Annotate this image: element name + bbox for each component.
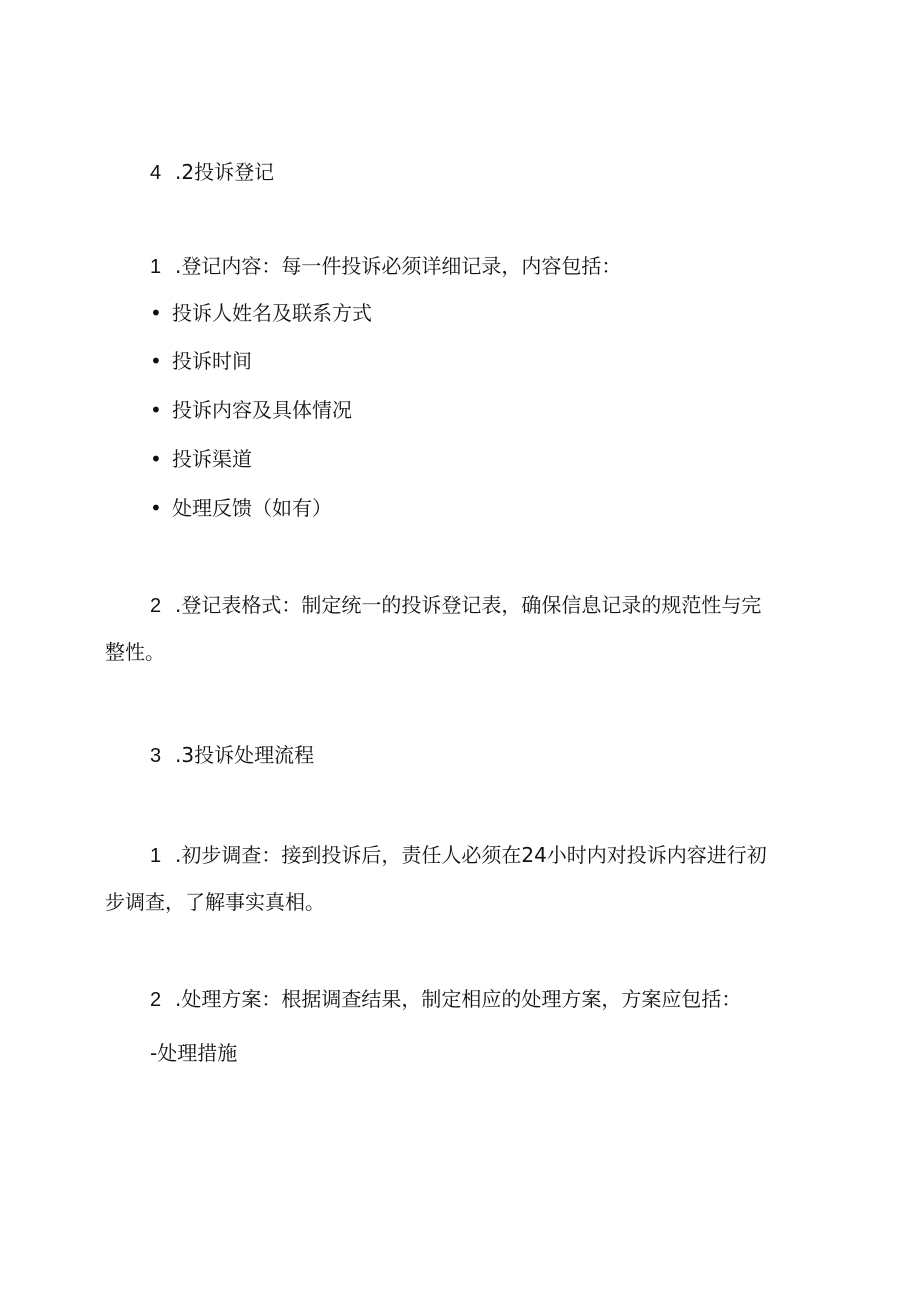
step-number: 1 bbox=[150, 845, 162, 867]
paragraph-item-1 bbox=[150, 254, 621, 279]
list-item: 投诉时间 bbox=[172, 349, 252, 373]
step-number: 2 bbox=[150, 989, 162, 1011]
step-text-line1: .初步调查：接到投诉后，责任人必须在24小时内对投诉内容进行初 bbox=[175, 843, 767, 867]
bullet-icon: • bbox=[150, 398, 162, 422]
list-item: 投诉渠道 bbox=[172, 447, 252, 471]
section-number: 4 bbox=[150, 162, 162, 184]
list-item: 投诉内容及具体情况 bbox=[172, 398, 352, 422]
section-number: 3 bbox=[150, 745, 162, 767]
step-text-line1: .处理方案：根据调查结果，制定相应的处理方案，方案应包括： bbox=[175, 987, 742, 1011]
paragraph-step-1 bbox=[150, 843, 767, 868]
section-title: .3投诉处理流程 bbox=[175, 743, 315, 767]
item-number: 1 bbox=[150, 256, 162, 278]
list-item: 投诉人姓名及联系方式 bbox=[172, 301, 372, 325]
section-title: .2投诉登记 bbox=[175, 160, 275, 184]
list-item: 处理反馈（如有） bbox=[172, 496, 332, 520]
paragraph-step-1-continuation: 步调查，了解事实真相。 bbox=[105, 890, 325, 914]
bullet-icon: • bbox=[150, 349, 162, 373]
paragraph-step-2 bbox=[150, 987, 741, 1012]
item-text: .登记内容：每一件投诉必须详细记录，内容包括： bbox=[175, 254, 622, 278]
section-heading-3-3 bbox=[150, 743, 314, 768]
paragraph-item-2-continuation: 整性。 bbox=[105, 640, 165, 664]
paragraph-item-2 bbox=[150, 593, 761, 618]
item-number: 2 bbox=[150, 595, 162, 617]
bullet-icon: • bbox=[150, 301, 162, 325]
bullet-icon: • bbox=[150, 447, 162, 471]
item-text-line1: .登记表格式：制定统一的投诉登记表，确保信息记录的规范性与完 bbox=[175, 593, 762, 617]
section-heading-4-2 bbox=[150, 160, 274, 185]
bullet-icon: • bbox=[150, 496, 162, 520]
sub-item: -处理措施 bbox=[150, 1041, 238, 1065]
